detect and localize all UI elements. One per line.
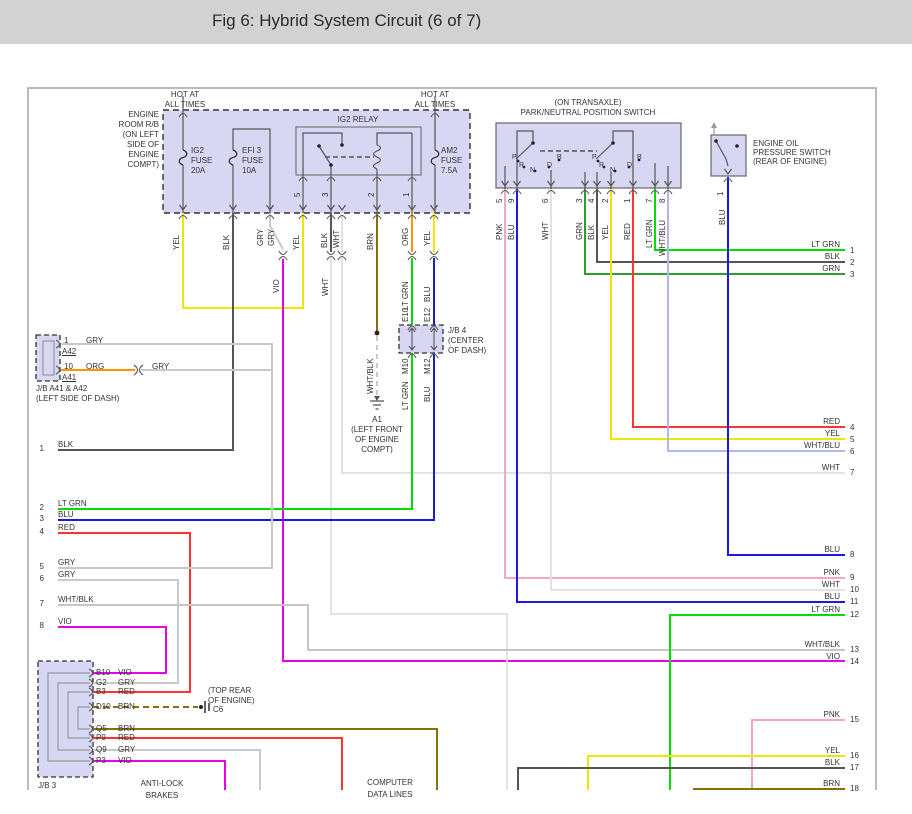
relay-pin-number: 5 bbox=[293, 192, 302, 197]
wire-color-label: BLU bbox=[824, 592, 840, 601]
right-row-number: 12 bbox=[850, 610, 859, 619]
pn-pin-number: 7 bbox=[645, 198, 654, 203]
right-row-number: 10 bbox=[850, 585, 859, 594]
fusebox-caption: ENGINE bbox=[128, 150, 159, 159]
wire-color-label: YEL bbox=[292, 234, 301, 250]
left-row-number: 7 bbox=[39, 599, 44, 608]
left-row-number: 2 bbox=[39, 503, 44, 512]
wire-blk-row17 bbox=[518, 768, 845, 790]
gear-position-letter: R bbox=[519, 162, 525, 169]
wire-color-label: WHT bbox=[332, 229, 341, 248]
jb3-pin-id: B10 bbox=[96, 668, 111, 677]
fuse-label: 7.5A bbox=[441, 166, 458, 175]
gear-position-letter: N bbox=[610, 167, 616, 174]
wire-color-label: BLU bbox=[423, 386, 432, 402]
jb-a41-caption: (LEFT SIDE OF DASH) bbox=[36, 394, 120, 403]
pn-pin-number: 5 bbox=[495, 198, 504, 203]
left-row-number: 6 bbox=[39, 574, 44, 583]
wire-wht-row7 bbox=[342, 258, 845, 473]
wire-color-label: RED bbox=[58, 523, 75, 532]
pn-pin-number: 9 bbox=[507, 198, 516, 203]
fuse-label: FUSE bbox=[441, 156, 463, 165]
gear-position-letter: D bbox=[547, 162, 553, 169]
wire-whtblu-row6r bbox=[668, 189, 845, 451]
left-row-number: 5 bbox=[39, 562, 44, 571]
left-row-number: 1 bbox=[39, 444, 44, 453]
destination-label: COMPUTER bbox=[367, 778, 413, 787]
wire-color-label: LT GRN bbox=[58, 499, 87, 508]
hot-at-label: HOT AT bbox=[170, 90, 200, 99]
pn-pin-number: 4 bbox=[587, 198, 596, 203]
wire-color-label: YEL bbox=[824, 746, 840, 755]
wire-color-label: GRY bbox=[86, 336, 104, 345]
relay-pin-number: 2 bbox=[367, 192, 376, 197]
wire-color-label: BRN bbox=[118, 702, 135, 711]
wire-color-label: BLU bbox=[58, 510, 74, 519]
wire-color-label: RED bbox=[118, 687, 135, 696]
relay-title: IG2 RELAY bbox=[337, 115, 379, 124]
wire-color-label: GRY bbox=[152, 362, 170, 371]
gear-position-letter: P bbox=[512, 154, 517, 161]
oil-switch-pin-number: 1 bbox=[716, 191, 725, 196]
oil-switch-caption: (REAR OF ENGINE) bbox=[753, 157, 827, 166]
wire-color-label: GRY bbox=[118, 745, 136, 754]
wire-color-label: BRN bbox=[823, 779, 840, 788]
wire-color-label: VIO bbox=[826, 652, 840, 661]
ground-caption: A1 bbox=[372, 415, 382, 424]
fusebox-caption: (ON LEFT bbox=[122, 130, 159, 139]
wire-color-label: WHT/BLU bbox=[804, 441, 840, 450]
fuse-label: AM2 bbox=[441, 146, 458, 155]
gear-position-letter: N bbox=[530, 167, 536, 174]
fuse-label: EFI 3 bbox=[242, 146, 262, 155]
jb3-pin-id: D10 bbox=[96, 702, 111, 711]
wire-color-label: VIO bbox=[58, 617, 72, 626]
connector-pin-number: 10 bbox=[64, 362, 73, 371]
wire-color-label: BLK bbox=[824, 758, 840, 767]
wire-color-label: BRN bbox=[118, 724, 135, 733]
ground-caption: COMPT) bbox=[361, 445, 393, 454]
jb-a41-caption: J/B A41 & A42 bbox=[36, 384, 88, 393]
wire-color-label: BLK bbox=[587, 224, 596, 240]
connector-pin-label: M10 bbox=[401, 358, 410, 374]
right-row-number: 8 bbox=[850, 550, 855, 559]
jb3-box bbox=[38, 661, 93, 777]
wire-color-label: BLU bbox=[423, 286, 432, 302]
wire-color-label: WHT/BLK bbox=[366, 358, 375, 394]
jb3-pin-id: Q5 bbox=[96, 724, 107, 733]
left-row-number: 4 bbox=[39, 527, 44, 536]
wire-color-label: WHT bbox=[821, 463, 840, 472]
ground-caption: (LEFT FRONT bbox=[351, 425, 403, 434]
wire-color-label: WHT/BLK bbox=[58, 595, 94, 604]
relay-pin-number: 3 bbox=[321, 192, 330, 197]
fuse-label: FUSE bbox=[242, 156, 264, 165]
jb3-pin-id: B3 bbox=[96, 687, 106, 696]
fusebox-caption: SIDE OF bbox=[126, 140, 159, 149]
fuse-label: FUSE bbox=[191, 156, 213, 165]
fusebox-caption: COMPT) bbox=[127, 160, 159, 169]
jb3-pin-id: P3 bbox=[96, 756, 106, 765]
wire-color-label: YEL bbox=[824, 429, 840, 438]
wire-color-label: YEL bbox=[423, 230, 432, 246]
wire-pnk-row9 bbox=[505, 189, 845, 578]
wire-color-label: BRN bbox=[366, 233, 375, 250]
jb3-pin-id: Q9 bbox=[96, 745, 107, 754]
wire-color-label: GRY bbox=[118, 678, 136, 687]
wire-color-label: VIO bbox=[118, 756, 132, 765]
right-row-number: 1 bbox=[850, 246, 855, 255]
wire-color-label: BLK bbox=[824, 252, 840, 261]
c6-caption: OF ENGINE) bbox=[208, 696, 255, 705]
wire-yel-row16 bbox=[588, 756, 845, 790]
pn-switch-caption: PARK/NEUTRAL POSITION SWITCH bbox=[520, 108, 656, 117]
wire-color-label: PNK bbox=[495, 223, 504, 240]
jb4-caption: (CENTER bbox=[448, 336, 484, 345]
jb3-pin-id: P9 bbox=[96, 733, 106, 742]
figure-title: Fig 6: Hybrid System Circuit (6 of 7) bbox=[212, 11, 482, 30]
wire-blk-row2r bbox=[597, 189, 845, 262]
wire-vio-row14 bbox=[283, 259, 845, 661]
pn-pin-number: 1 bbox=[623, 198, 632, 203]
pn-pin-number: 8 bbox=[658, 198, 667, 203]
wires bbox=[58, 177, 845, 790]
wire-color-label: ORG bbox=[86, 362, 105, 371]
destination-label: BRAKES bbox=[145, 791, 179, 800]
wire-color-label: GRN bbox=[575, 222, 584, 240]
connector-id: A42 bbox=[62, 347, 77, 356]
right-row-number: 2 bbox=[850, 258, 855, 267]
ig2-relay-box bbox=[296, 127, 421, 175]
connector-id: A41 bbox=[62, 373, 77, 382]
wire-whtblk-row7-13 bbox=[58, 605, 845, 650]
right-row-number: 3 bbox=[850, 270, 855, 279]
right-row-number: 4 bbox=[850, 423, 855, 432]
wire-color-label: PNK bbox=[823, 568, 840, 577]
wire-color-label: LT GRN bbox=[401, 281, 410, 310]
wire-color-label: BLU bbox=[718, 209, 727, 225]
wire-color-label: BLK bbox=[320, 232, 329, 248]
hot-at-label: ALL TIMES bbox=[164, 100, 206, 109]
destination-label: DATA LINES bbox=[367, 790, 413, 799]
wire-gry-a42 bbox=[58, 344, 272, 568]
right-row-number: 5 bbox=[850, 435, 855, 444]
fuse-label: 10A bbox=[242, 166, 257, 175]
wire-color-label: GRY bbox=[267, 228, 276, 246]
wire-color-label: BLK bbox=[222, 234, 231, 250]
wire-color-label: RED bbox=[623, 223, 632, 240]
hot-at-label: HOT AT bbox=[420, 90, 450, 99]
connector-pin-label: M12 bbox=[423, 358, 432, 374]
connector-pin-label: E10 bbox=[401, 307, 410, 322]
right-row-number: 17 bbox=[850, 763, 859, 772]
wire-color-label: WHT bbox=[321, 277, 330, 296]
wire-color-label: GRN bbox=[822, 264, 840, 273]
oil-switch-caption: PRESSURE SWITCH bbox=[753, 148, 831, 157]
right-row-number: 6 bbox=[850, 447, 855, 456]
hot-at-label: ALL TIMES bbox=[414, 100, 456, 109]
arrow-up-icon bbox=[711, 122, 717, 128]
gear-position-letter: D bbox=[627, 162, 633, 169]
wire-color-label: RED bbox=[823, 417, 840, 426]
wire-color-label: ORG bbox=[401, 227, 410, 246]
right-row-number: 16 bbox=[850, 751, 859, 760]
wire-color-label: YEL bbox=[172, 234, 181, 250]
left-row-number: 8 bbox=[39, 621, 44, 630]
fuse-label: IG2 bbox=[191, 146, 204, 155]
gear-position-letter: P bbox=[592, 154, 597, 161]
wire-blu-row8r bbox=[728, 177, 845, 555]
wire-color-label: VIO bbox=[272, 279, 281, 293]
wire-color-label: LT GRN bbox=[811, 605, 840, 614]
wire-color-label: GRY bbox=[58, 558, 76, 567]
wire-color-label: RED bbox=[118, 733, 135, 742]
right-row-number: 11 bbox=[850, 597, 859, 606]
wire-color-label: LT GRN bbox=[645, 219, 654, 248]
wire-color-label: BLU bbox=[824, 545, 840, 554]
pn-pin-number: 2 bbox=[601, 198, 610, 203]
wire-color-label: BLU bbox=[507, 224, 516, 240]
jb4-box bbox=[399, 325, 443, 353]
wire-color-label: WHT/BLU bbox=[658, 220, 667, 256]
wire-color-label: WHT bbox=[541, 221, 550, 240]
wire-color-label: LT GRN bbox=[401, 381, 410, 410]
wire-color-label: WHT/BLK bbox=[804, 640, 840, 649]
right-row-number: 15 bbox=[850, 715, 859, 724]
wire-yel-u bbox=[183, 213, 303, 308]
gear-position-letter: B bbox=[637, 154, 642, 161]
oil-switch-caption: ENGINE OIL bbox=[753, 139, 799, 148]
relay-pin-number: 1 bbox=[402, 192, 411, 197]
connector-pin-label: E12 bbox=[423, 307, 432, 322]
fusebox-caption: ENGINE bbox=[128, 110, 159, 119]
wire-color-label: WHT bbox=[821, 580, 840, 589]
gear-position-letter: B bbox=[557, 154, 562, 161]
ground-caption: OF ENGINE bbox=[354, 435, 400, 444]
jb3-caption: J/B 3 bbox=[38, 781, 57, 790]
fuse-label: 20A bbox=[191, 166, 206, 175]
right-row-number: 18 bbox=[850, 784, 859, 793]
fusebox-caption: ROOM R/B bbox=[118, 120, 159, 129]
gear-position-letter: R bbox=[599, 162, 605, 169]
pn-pin-number: 6 bbox=[541, 198, 550, 203]
jb4-caption: OF DASH) bbox=[448, 346, 487, 355]
jb4-caption: J/B 4 bbox=[448, 326, 467, 335]
wire-color-label: PNK bbox=[823, 710, 840, 719]
wire-color-label: YEL bbox=[601, 224, 610, 240]
destination-label: ANTI-LOCK bbox=[140, 779, 184, 788]
right-row-number: 14 bbox=[850, 657, 859, 666]
wire-color-label: GRY bbox=[58, 570, 76, 579]
right-row-number: 7 bbox=[850, 468, 855, 477]
connector-pin-number: 1 bbox=[64, 336, 69, 345]
wire-color-label: VIO bbox=[118, 668, 132, 677]
pn-pin-number: 3 bbox=[575, 198, 584, 203]
pn-switch-box bbox=[496, 123, 681, 188]
wire-color-label: LT GRN bbox=[811, 240, 840, 249]
wire-blk-row1 bbox=[58, 213, 233, 450]
jb3-pin-id: G2 bbox=[96, 678, 107, 687]
c6-name: C6 bbox=[213, 705, 224, 714]
wire-color-label: GRY bbox=[256, 228, 265, 246]
right-row-number: 9 bbox=[850, 573, 855, 582]
wire-color-label: BLK bbox=[58, 440, 74, 449]
wiring-diagram bbox=[0, 44, 912, 814]
right-row-number: 13 bbox=[850, 645, 859, 654]
c6-caption: (TOP REAR bbox=[208, 686, 252, 695]
left-row-number: 3 bbox=[39, 514, 44, 523]
pn-switch-caption: (ON TRANSAXLE) bbox=[554, 98, 622, 107]
